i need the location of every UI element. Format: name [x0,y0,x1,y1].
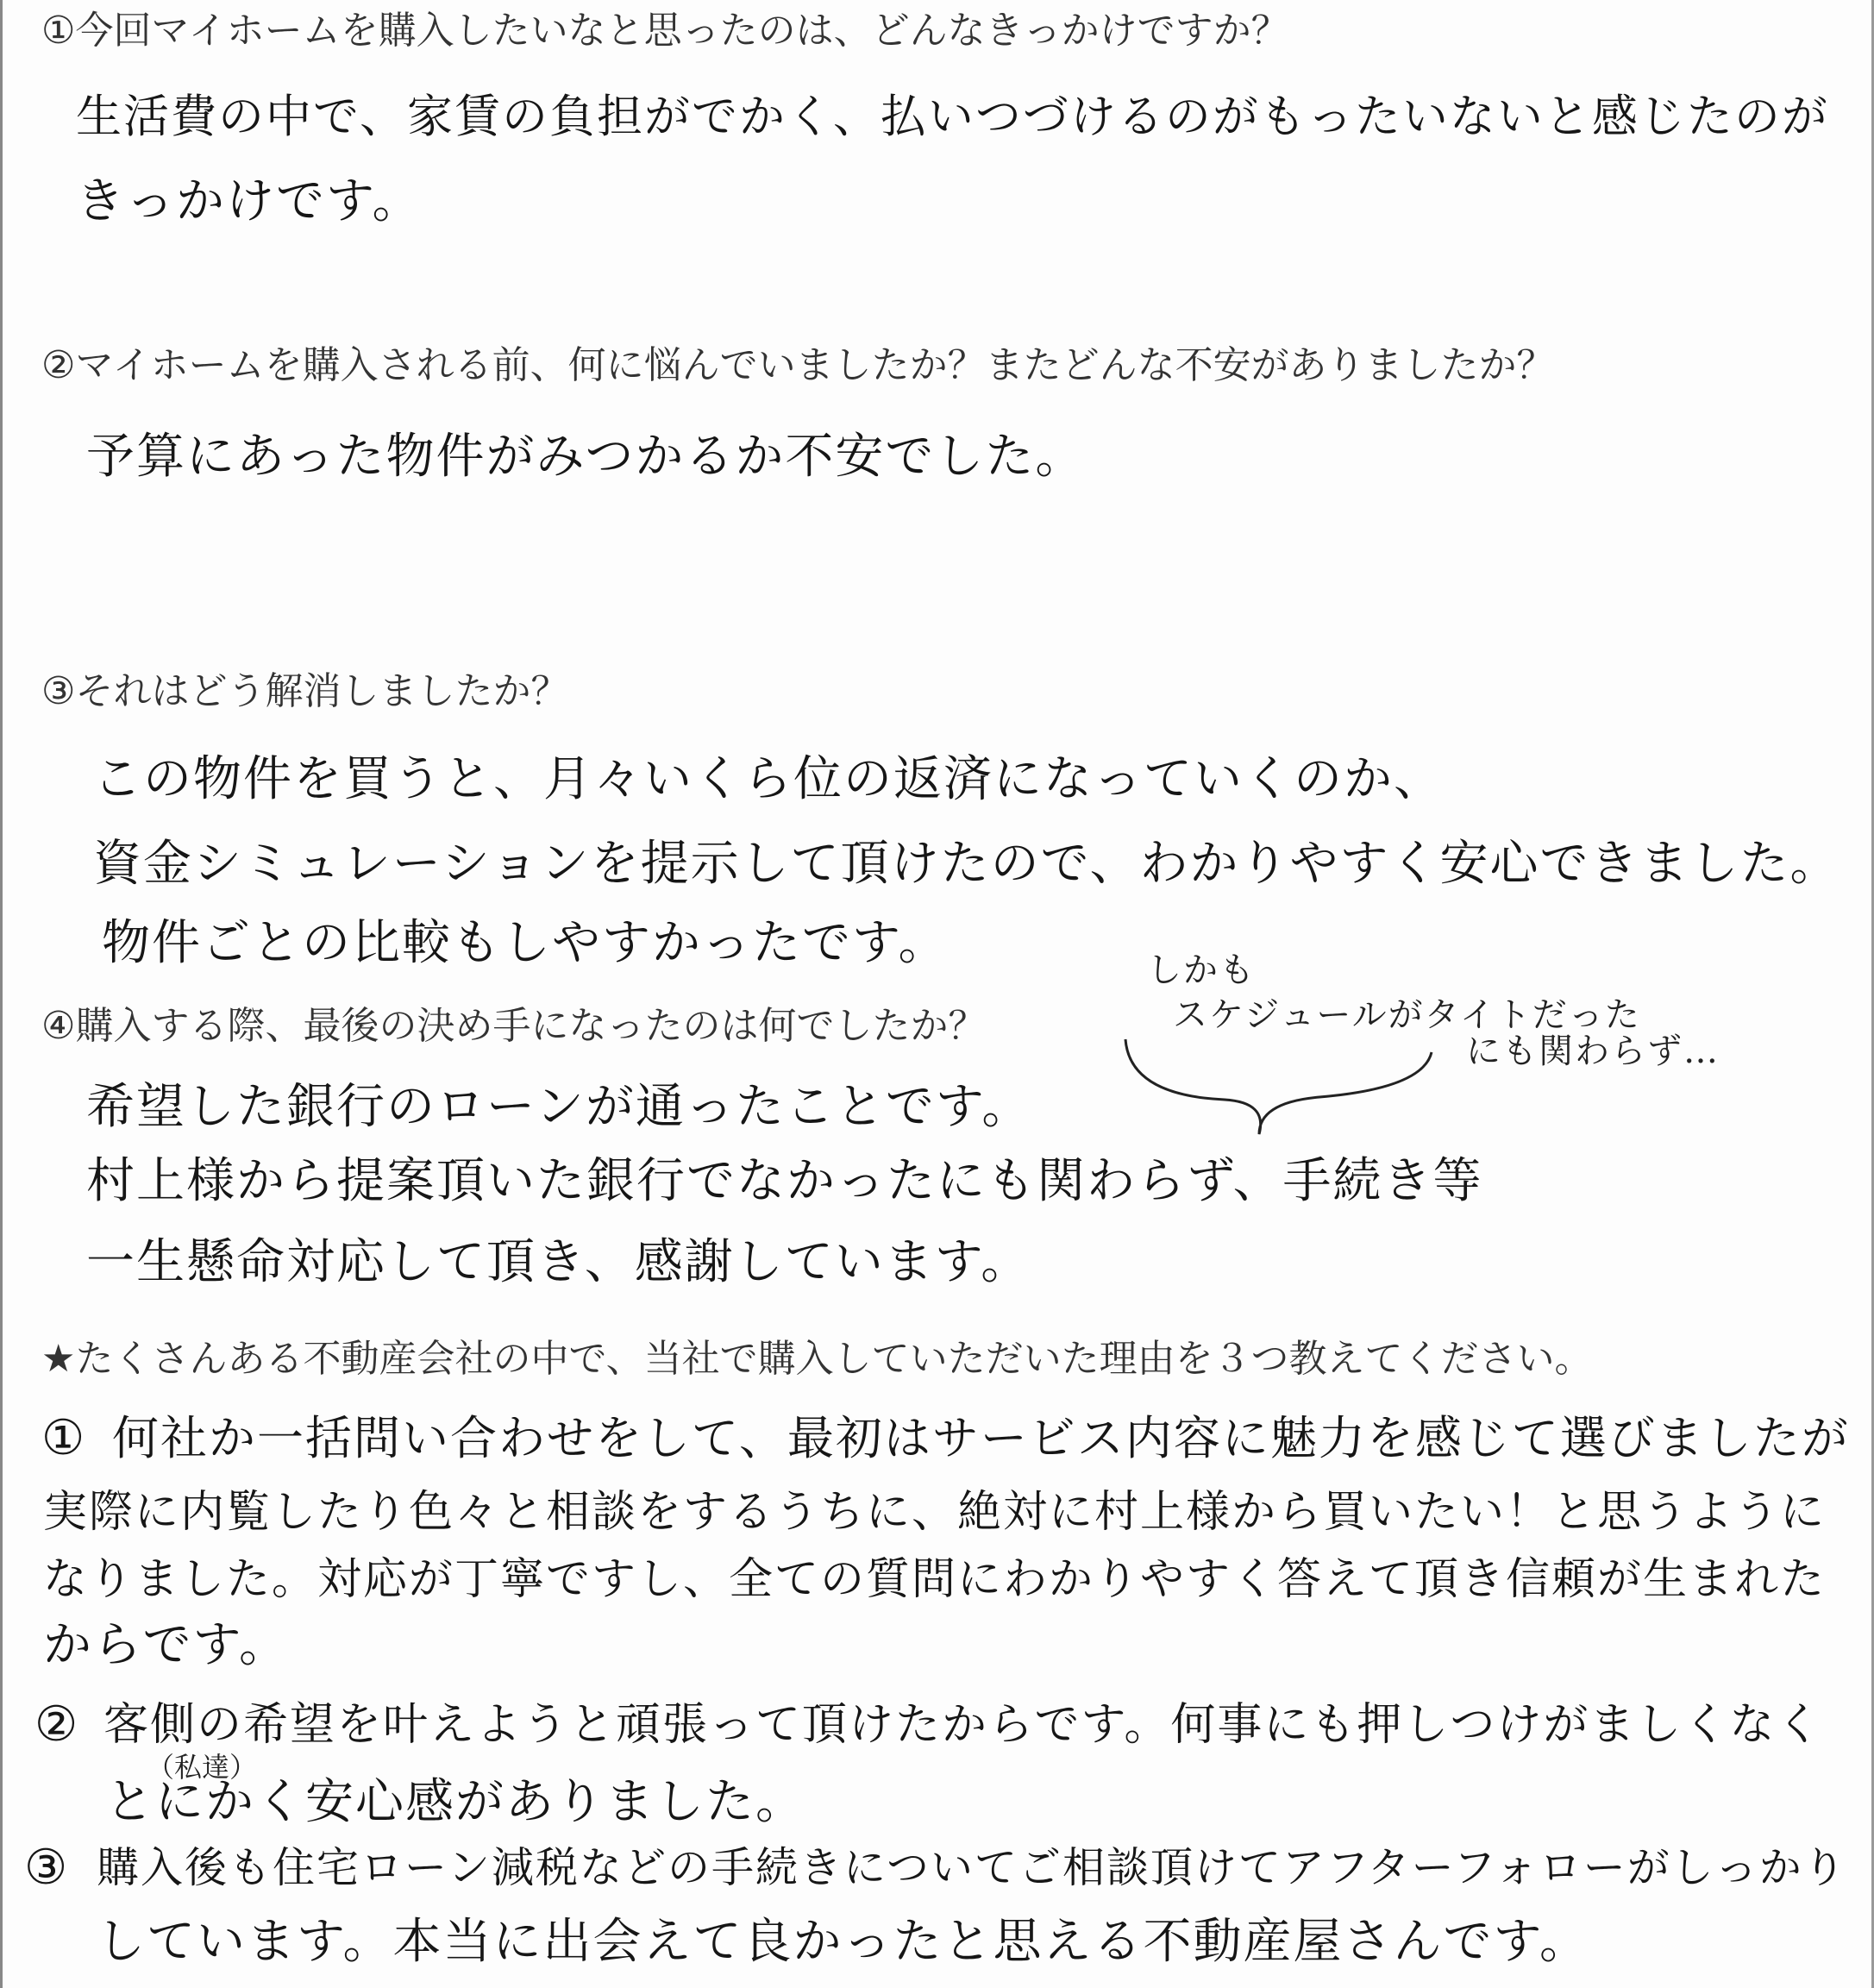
answer-4-line-1: 希望した銀行のローンが通ったことです。 [86,1079,1032,1135]
reason-2-number: ② [34,1696,78,1753]
reason-2-line-2: とにかく安心感がありました。 [105,1774,805,1830]
question-3: ③それはどう解消しましたか？ [41,669,569,713]
reason-1-line-1: 何社か一括問い合わせをして、最初はサービス内容に魅力を感じて選びましたが [112,1411,1850,1465]
answer-4-note-line-2: スケジュールがタイトだった [1173,995,1641,1035]
reason-2-note: （私達） [147,1751,258,1784]
annotation-brace [1121,1035,1466,1138]
answer-2-line-1: 予算にあった物件がみつかるか不安でした。 [86,429,1086,485]
answer-3-line-1: この物件を買うと、月々いくら位の返済になっていくのか、 [93,751,1444,807]
reason-1-line-3: なりました。対応が丁寧ですし、全ての質問にわかりやすく答えて頂き信頼が生まれた [43,1554,1827,1605]
reason-1-line-4: からです。 [43,1617,289,1673]
answer-3-line-2: 資金シミュレーションを提示して頂けたので、わかりやすく安心できました。 [93,836,1840,892]
reason-3-number: ③ [24,1840,68,1896]
reason-1-line-2: 実際に内覧したり色々と相談をするうちに、絶対に村上様から買いたい！と思うように [43,1487,1827,1538]
answer-4-note-line-1: しかも [1147,950,1256,990]
reason-2-line-1: 客側の希望を叶えようと頑張って頂けたからです。何事にも押しつけがましくなく [103,1699,1823,1751]
answer-1-line-2: きっかけです。 [76,173,423,229]
reason-3-line-1: 購入後も住宅ローン減税などの手続きについてご相談頂けてアフターフォローがしっかり [97,1843,1847,1892]
scan-edge-left [0,0,3,1988]
reason-1-number: ① [41,1410,85,1466]
question-2: ②マイホームを購入される前、何に悩んでいましたか？またどんな不安がありましたか？ [41,343,1555,387]
question-5: ★たくさんある不動産会社の中で、当社で購入していただいた理由を３つ教えてください。 [41,1337,1593,1381]
question-4: ④購入する際、最後の決め手になったのは何でしたか？ [41,1004,987,1048]
question-1: ①今回マイホームを購入したいなと思ったのは、どんなきっかけですか？ [41,9,1289,53]
answer-4-line-2: 村上様から提案頂いた銀行でなかったにも関わらず、手続き等 [86,1153,1483,1209]
answer-1-line-1: 生活費の中で、家賃の負担がでかく、払いつづけるのがもったいないと感じたのが [76,91,1829,143]
reason-3-line-2: しています。本当に出会えて良かったと思える不動産屋さんです。 [97,1914,1590,1970]
answer-4-note-line-3: にも関わらず… [1466,1032,1720,1071]
answer-3-line-3: 物件ごとの比較もしやすかったです。 [102,915,949,971]
answer-4-line-3: 一生懸命対応して頂き、感謝しています。 [86,1234,1031,1290]
